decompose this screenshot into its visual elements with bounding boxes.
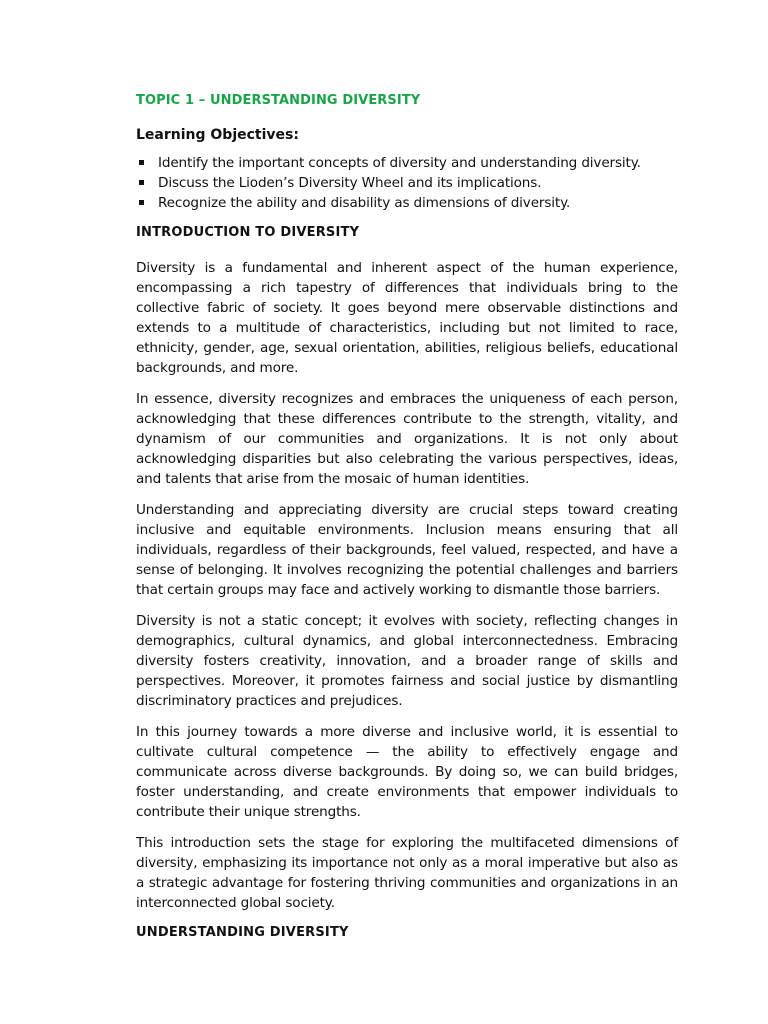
introduction-paragraph: Understanding and appreciating diversity are crucial steps toward creating inclusive and equitable environments. Inclusion means ensuring that all individuals, regardless of their backgrounds, feel valued, respected, and have a sense of belonging. It involves recognizing the potential challenges and barriers that certain groups may face and actively working to dismantle those barriers. [136, 502, 678, 598]
introduction-heading: INTRODUCTION TO DIVERSITY [136, 225, 360, 240]
square-bullet-icon [139, 160, 144, 165]
learning-objectives-heading: Learning Objectives: [136, 127, 299, 143]
objective-item [136, 193, 678, 213]
objective-text: Recognize the ability and disability as dimensions of diversity. [158, 195, 571, 211]
objective-item [136, 173, 678, 193]
square-bullet-icon [139, 180, 144, 185]
understanding-diversity-heading: UNDERSTANDING DIVERSITY [136, 925, 349, 940]
objective-text: Discuss the Lioden’s Diversity Wheel and its implications. [158, 175, 542, 191]
topic-title: TOPIC 1 – UNDERSTANDING DIVERSITY [136, 93, 421, 108]
document-page [136, 93, 678, 958]
learning-objectives-list [136, 153, 678, 213]
introduction-paragraph: In this journey towards a more diverse and inclusive world, it is essential to cultivate cultural competence — the ability to effectively engage and communicate across diverse backgrounds. By doing so, we can build bridges, foster understanding, and create environments that empower individuals to contribute their unique strengths. [136, 724, 678, 820]
introduction-paragraph: In essence, diversity recognizes and embraces the uniqueness of each person, acknowledging that these differences contribute to the strength, vitality, and dynamism of our communities and organizations. It is not only about acknowledging disparities but also celebrating the various perspectives, ideas, and talents that arise from the mosaic of human identities. [136, 391, 678, 487]
objective-text: Identify the important concepts of diversity and understanding diversity. [158, 155, 641, 171]
square-bullet-icon [139, 200, 144, 205]
introduction-paragraph: This introduction sets the stage for exploring the multifaceted dimensions of diversity, emphasizing its importance not only as a moral imperative but also as a strategic advantage for fostering thriving communities and organizations in an interconnected global society. [136, 835, 678, 911]
introduction-paragraph: Diversity is not a static concept; it evolves with society, reflecting changes in demographics, cultural dynamics, and global interconnectedness. Embracing diversity fosters creativity, innovation, and a broader range of skills and perspectives. Moreover, it promotes fairness and social justice by dismantling discriminatory practices and prejudices. [136, 613, 678, 709]
objective-item [136, 153, 678, 173]
introduction-paragraph: Diversity is a fundamental and inherent aspect of the human experience, encompassing a rich tapestry of differences that individuals bring to the collective fabric of society. It goes beyond mere observable distinctions and extends to a multitude of characteristics, including but not limited to race, ethnicity, gender, age, sexual orientation, abilities, religious beliefs, educational backgrounds, and more. [136, 260, 678, 376]
